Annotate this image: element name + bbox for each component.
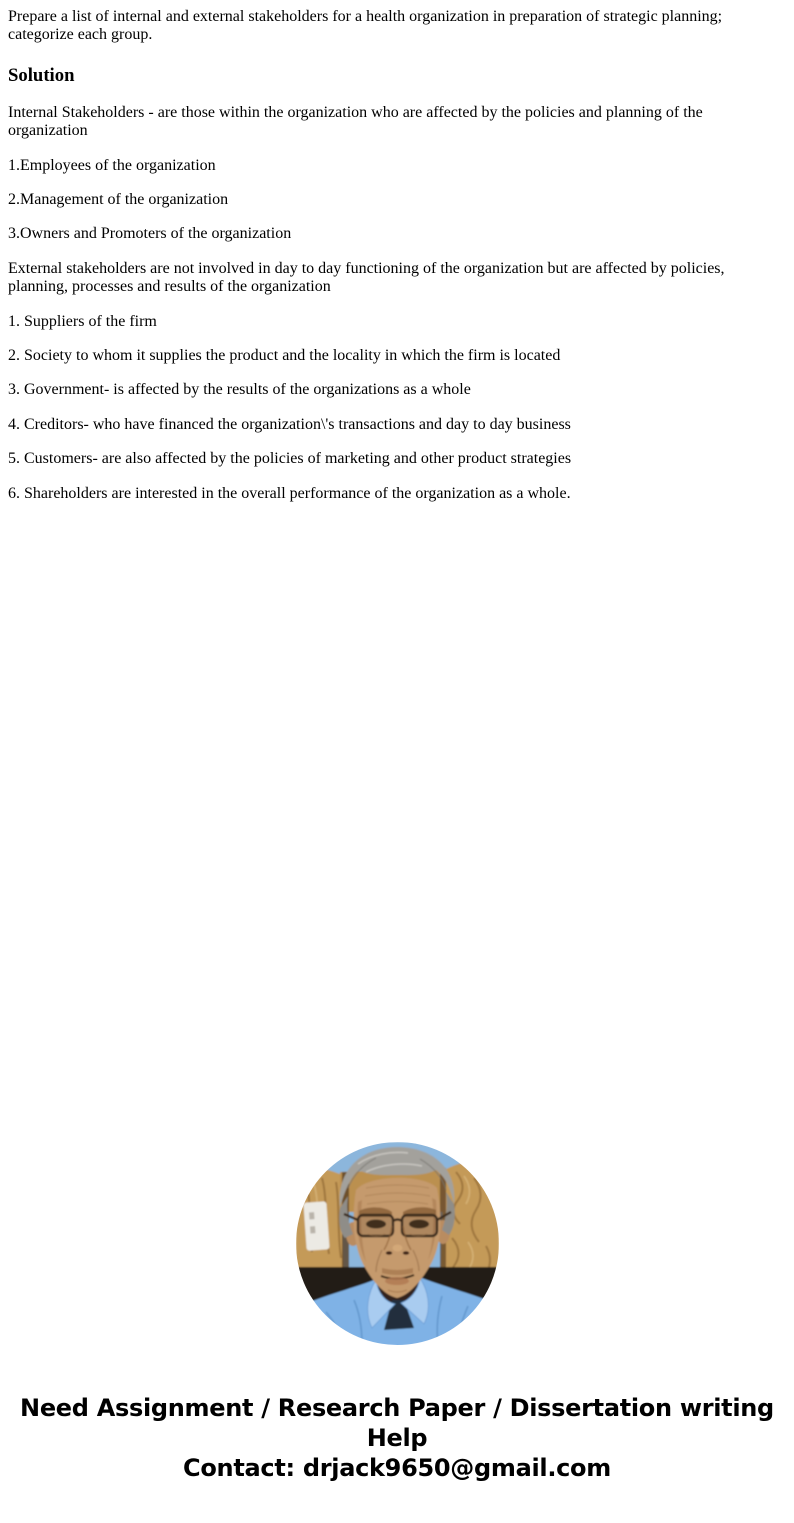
internal-stakeholders-intro: Internal Stakeholders - are those within the organization who are affected by the policies and planning of the organization [8,103,703,140]
external-stakeholder-item: 5. Customers- are also affected by the policies of marketing and other product strategies [8,450,572,468]
portrait-photo [296,1142,499,1345]
internal-stakeholder-item: 1.Employees of the organization [8,156,216,174]
internal-stakeholder-item: 2.Management of the organization [8,191,229,209]
external-stakeholder-item: 2. Society to whom it supplies the product and the locality in which the firm is located [8,347,561,365]
external-stakeholder-item: 3. Government- is affected by the results of the organizations as a whole [8,381,471,399]
tutor-avatar [296,1142,499,1345]
internal-stakeholder-item: 3.Owners and Promoters of the organization [8,225,292,243]
footer-contact-text: Contact: drjack9650@gmail.com [183,1454,611,1483]
solution-heading: Solution [8,64,75,86]
external-stakeholder-item: 1. Suppliers of the firm [8,312,157,330]
external-stakeholder-item: 4. Creditors- who have financed the organization\'s transactions and day to day business [8,415,571,433]
document-body [8,8,786,1483]
external-stakeholder-item: 6. Shareholders are interested in the overall performance of the organization as a whole. [8,484,571,502]
question-text: Prepare a list of internal and external stakeholders for a health organization in preparation of strategic planning; categorize each group. [8,8,723,44]
footer-ad [8,1393,786,1483]
external-stakeholders-intro: External stakeholders are not involved in day to day functioning of the organization but are affected by policies, planning, processes and results of the organization [8,259,725,296]
footer-help-text: Need Assignment / Research Paper / Dissertation writing Help [20,1394,774,1453]
